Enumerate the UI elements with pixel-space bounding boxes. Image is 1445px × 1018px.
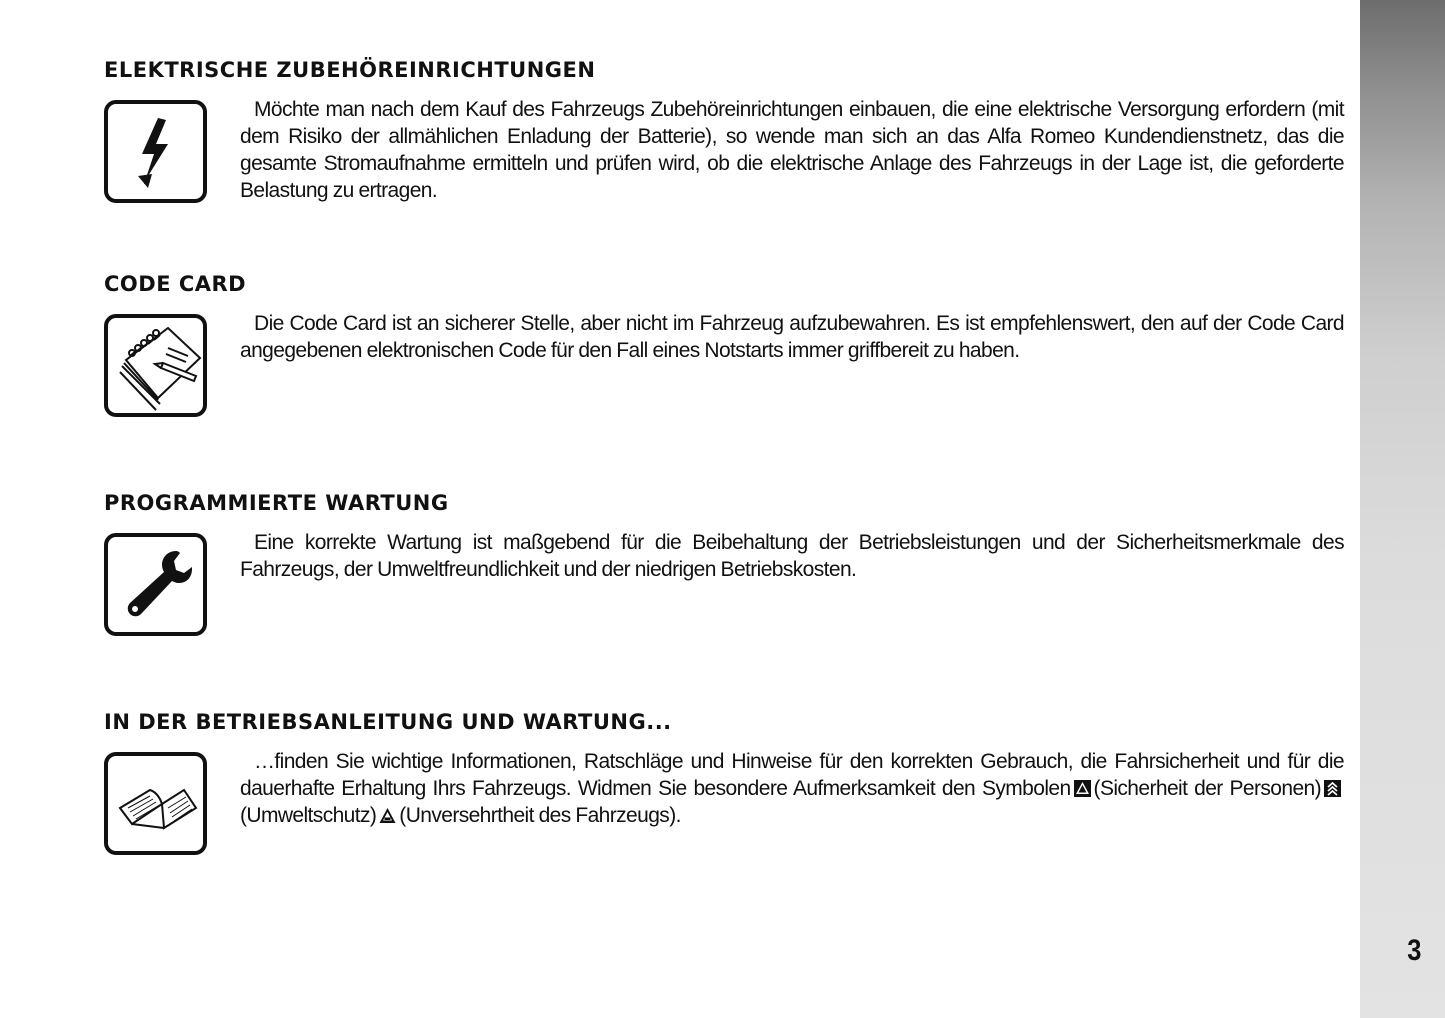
section-title: IN DER BETRIEBSANLEITUNG UND WARTUNG... [104,710,672,734]
wrench-icon [104,533,207,636]
section-text: Die Code Card ist an sicherer Stelle, aber nicht im Fahrzeug aufzubewahren. Es ist empfehlenswert, den auf der Code Card angegebenen elektronischen Code für den Fall eines Notstarts immer griffbereit zu haben. [240,312,1344,362]
section-operating-manual [104,710,1344,829]
section-title: PROGRAMMIERTE WARTUNG [104,491,449,515]
vehicle-integrity-icon [379,807,396,824]
page-number: 3 [1407,934,1422,967]
environment-protection-icon [1324,780,1341,797]
section-code-card [104,272,1344,364]
section-title: CODE CARD [104,272,247,296]
section-text: Eine korrekte Wartung ist maßgebend für die Beibehaltung der Betriebsleistungen und der Sicherheitsmerkmale des Fahrzeugs, der Umweltfreundlichkeit und der niedrigen Betriebskosten. [240,531,1344,581]
section-text [240,748,1344,829]
section-title: ELEKTRISCHE ZUBEHÖREINRICHTUNGEN [104,58,596,82]
section-electrical-accessories [104,58,1344,204]
notebook-pencil-icon [104,314,207,417]
open-book-icon [104,752,207,855]
section-text-part4: (Unversehrtheit des Fahrzeugs). [399,804,681,827]
section-text-part3: (Umweltschutz) [240,804,377,827]
side-strip [1360,0,1445,1018]
section-text: Möchte man nach dem Kauf des Fahrzeugs Zubehöreinrichtungen einbauen, die eine elektrische Versorgung erfordern (mit dem Risiko der allmählichen Enladung der Batterie), so wende man sich an das Alfa Romeo Kundendienstnetz, das die gesamte Stromaufnahme ermitteln und prüfen wird, ob die elektrische Anlage des Fahrzeugs in der Lage ist, die geforderte Belastung zu ertragen. [240,98,1344,202]
section-scheduled-maintenance [104,491,1344,583]
section-text-part1: …finden Sie wichtige Informationen, Ratschläge und Hinweise für den korrekten Gebrauch, die Fahrsicherheit und für die dauerhafte Erhaltung Ihrs Fahrzeugs. Widmen Sie besondere Aufmerksamkeit den Symbolen [240,750,1344,800]
lightning-icon [104,100,207,203]
section-text-part2: (Sicherheit der Personen) [1093,777,1321,800]
personal-safety-warning-icon [1074,780,1091,797]
